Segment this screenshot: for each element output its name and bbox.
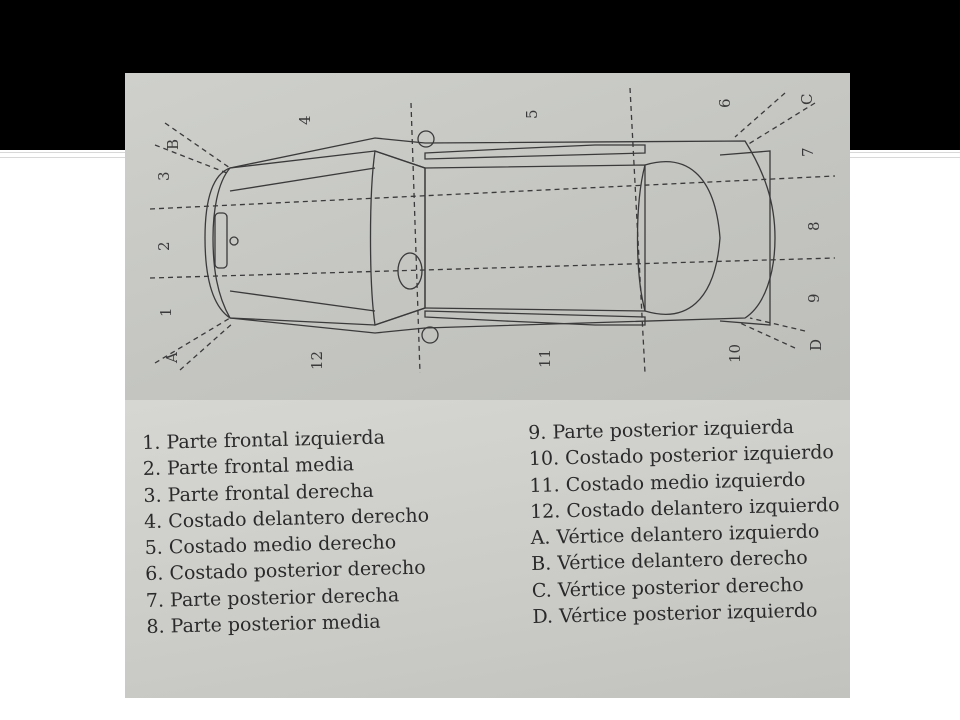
divider-rule-left [0,152,125,158]
vertex-label-a: A [163,352,181,363]
zone-line-horizontal-top [150,176,835,209]
side-window-right [425,145,645,159]
vertex-label-c: C [798,93,816,105]
legend-item: 10. Costado posterior izquierdo [528,441,835,471]
zone-label-7: 7 [799,147,817,157]
steering-wheel [398,253,422,289]
mirror-left [422,327,438,343]
car-diagram-svg [125,73,850,400]
zone-label-1: 1 [157,307,175,317]
zone-label-2: 2 [155,241,173,251]
zone-label-9: 9 [805,293,823,303]
front-emblem [230,237,238,245]
side-window-left [425,311,645,325]
legend-item: 9. Parte posterior izquierda [528,415,795,444]
legend-item: 5. Costado medio derecho [144,531,397,560]
zone-label-10: 10 [726,343,744,363]
corner-line-a-2 [180,323,233,370]
zone-label-11: 11 [536,348,554,368]
legend-list-right [528,413,842,630]
vertex-label-b: B [164,138,182,150]
legend-item: A. Vértice delantero izquierdo [530,520,820,550]
legend-item: B. Vértice delantero derecho [531,547,808,576]
legend-item: 12. Costado delantero izquierdo [529,493,840,523]
zone-label-8: 8 [805,221,823,231]
car-zones-diagram [125,73,850,400]
hood-crease-top [230,168,375,191]
legend-item: 1. Parte frontal izquierda [142,426,386,454]
front-grille [215,213,227,268]
divider-rule-right [850,152,960,158]
corner-line-c-2 [747,103,815,145]
legend-caption [125,400,850,698]
legend-item: 7. Parte posterior derecha [145,583,400,612]
zone-label-12: 12 [308,350,326,370]
legend-item: 6. Costado posterior derecho [145,557,426,586]
windshield [371,151,426,325]
legend-item: 2. Parte frontal media [142,453,355,481]
zone-line-horizontal-bottom [150,258,835,278]
zone-label-3: 3 [155,171,173,181]
zone-label-4: 4 [296,115,314,125]
legend-item: 11. Costado medio izquierdo [529,468,806,497]
rear-window [638,162,721,315]
legend-item: 8. Parte posterior media [146,610,381,639]
legend-item: C. Vértice posterior derecho [531,573,804,602]
hood-crease-bottom [230,291,375,311]
zone-label-5: 5 [523,109,541,119]
legend-item: D. Vértice posterior izquierdo [532,599,818,629]
zone-label-6: 6 [716,98,734,108]
vertex-label-d: D [807,338,825,351]
legend-list-left [142,424,432,641]
hood-outline [230,151,425,325]
legend-item: 4. Costado delantero derecho [143,504,430,533]
mirror-right [418,131,434,147]
legend-item: 3. Parte frontal derecha [143,479,374,507]
corner-line-c-1 [735,93,785,137]
book-page-photo [125,73,850,698]
